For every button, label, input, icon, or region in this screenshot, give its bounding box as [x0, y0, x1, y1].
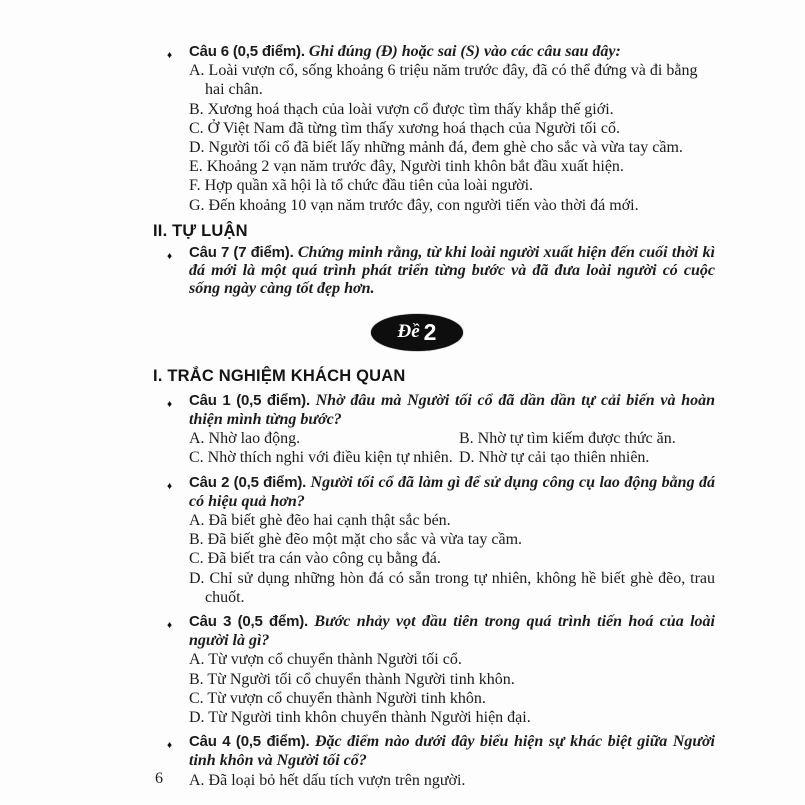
q6-option-d: D. Người tối cổ đã biết lấy những mảnh đá, đem ghè cho sắc và vừa tay cầm.	[189, 139, 683, 157]
question-7-label: Câu 7 (7 điểm).	[189, 243, 294, 261]
question-4-prompt: Đặc điểm nào dưới đây biểu hiện sự khác biệt giữa Người tinh khôn và Người tối cổ?	[189, 733, 716, 770]
diamond-bullet-icon: ♦	[167, 250, 173, 262]
q2-option-a: A. Đã biết ghè đẽo hai cạnh thật sắc bén.	[189, 512, 451, 530]
badge-row	[153, 314, 715, 351]
question-4	[153, 732, 715, 770]
diamond-bullet-icon: ♦	[167, 50, 173, 61]
q6-option-a: A. Loài vượn cổ, sống khoảng 6 triệu năm trước đây, đã có thể đứng và đi bằng hai chân.	[189, 62, 698, 99]
question-6-label: Câu 6 (0,5 điểm).	[189, 43, 305, 60]
q2-option-c: C. Đã biết tra cán vào công cụ bằng đá.	[189, 550, 441, 568]
q6-option-e: E. Khoảng 2 vạn năm trước đây, Người tinh khôn bắt đầu xuất hiện.	[189, 158, 624, 176]
diamond-bullet-icon: ♦	[167, 480, 173, 492]
question-6-prompt: Ghi đúng (Đ) hoặc sai (S) vào các câu sau đây:	[308, 43, 621, 60]
question-2-prompt: Người tối cổ đã làm gì để sử dụng công cụ lao động bằng đá có hiệu quả hơn?	[189, 473, 715, 510]
question-3-prompt: Bước nhảy vọt đầu tiên trong quá trình tiến hoá của loài người là gì?	[189, 613, 715, 650]
diamond-bullet-icon: ♦	[167, 740, 173, 752]
question-2-options	[153, 511, 715, 607]
q3-option-d: D. Từ Người tinh khôn chuyển thành Người hiện đại.	[189, 709, 531, 727]
q6-option-c: C. Ở Việt Nam đã từng tìm thấy xương hoá thạch của Người tối cổ.	[189, 119, 620, 137]
q6-option-b: B. Xương hoá thạch của loài vượn cổ được tìm thấy khắp thế giới.	[189, 100, 614, 118]
question-4-options	[153, 771, 715, 790]
q2-option-b: B. Đã biết ghè đẽo một mặt cho sắc và vừa tay cầm.	[189, 531, 523, 549]
badge-number-text: 2	[423, 318, 437, 345]
q2-option-d: D. Chỉ sử dụng những hòn đá có sẵn trong tự nhiên, không hề biết ghè đẽo, trau chuốt.	[189, 569, 715, 606]
q1-option-a: A. Nhờ lao động.	[189, 430, 301, 448]
question-3-options	[153, 650, 715, 727]
question-2-label: Câu 2 (0,5 điểm).	[189, 473, 307, 491]
q6-option-f: F. Hợp quần xã hội là tổ chức đầu tiên của loài người.	[189, 177, 534, 195]
question-6-options	[153, 61, 715, 215]
question-2	[153, 473, 715, 511]
question-4-label: Câu 4 (0,5 điểm).	[189, 733, 310, 751]
question-6	[153, 42, 715, 61]
badge-de-text: Đề	[397, 321, 420, 343]
q1-option-d: D. Nhờ tự cải tạo thiên nhiên.	[459, 449, 650, 467]
question-1-options	[153, 429, 715, 467]
q6-option-g: G. Đến khoảng 10 vạn năm trước đây, con người tiến vào thời đá mới.	[189, 196, 639, 214]
question-1	[153, 391, 715, 429]
question-7-prompt: Chứng minh rằng, từ khi loài người xuất hiện đến cuối thời kì đá mới là một quá trình phát triển từng bước và đã đưa loài người có cuộc sống ngày càng tốt đẹp hơn.	[189, 243, 715, 297]
q3-option-c: C. Từ vượn cổ chuyển thành Người tinh khôn.	[189, 689, 486, 707]
q1-option-b: B. Nhờ tự tìm kiếm được thức ăn.	[459, 430, 676, 448]
diamond-bullet-icon: ♦	[167, 398, 173, 410]
q4-option-a: A. Đã loại bỏ hết dấu tích vượn trên người.	[189, 771, 466, 789]
question-3-label: Câu 3 (0,5 đểm).	[189, 613, 309, 631]
q3-option-a: A. Từ vượn cổ chuyển thành Người tối cổ.	[189, 651, 462, 669]
question-1-label: Câu 1 (0,5 điểm).	[189, 391, 310, 409]
de-2-badge	[371, 314, 463, 351]
question-3	[153, 612, 715, 650]
question-7	[153, 244, 715, 298]
q1-option-c: C. Nhờ thích nghi với điều kiện tự nhiên.	[189, 449, 453, 467]
section-heading-tu-luan: II. TỰ LUẬN	[153, 221, 248, 240]
page-number: 6	[155, 770, 163, 787]
section-heading-trac-nghiem: I. TRẮC NGHIỆM KHÁCH QUAN	[153, 366, 406, 385]
diamond-bullet-icon: ♦	[167, 620, 173, 632]
q3-option-b: B. Từ Người tối cổ chuyển thành Người tinh khôn.	[189, 670, 515, 688]
question-1-prompt: Nhờ đâu mà Người tối cổ đã dần dần tự cải biến và hoàn thiện mình từng bước?	[189, 391, 715, 429]
